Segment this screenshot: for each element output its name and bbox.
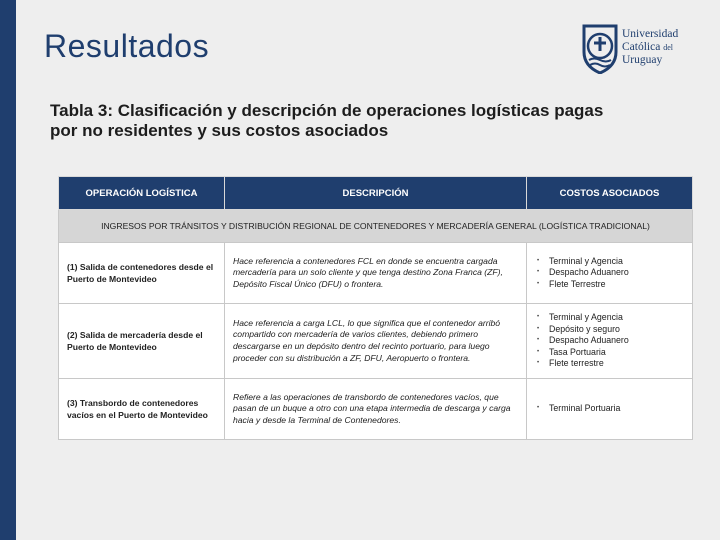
cost-item: • Terminal y Agencia xyxy=(535,256,684,268)
cost-item: • Terminal Portuaria xyxy=(535,403,684,415)
costs-list xyxy=(535,403,684,415)
operation-cell: (3) Transbordo de contenedores vacíos en el Puerto de Montevideo xyxy=(59,379,225,440)
table-caption: Tabla 3: Clasificación y descripción de operaciones logísticas pagas por no residentes y sus costos asociados xyxy=(50,101,604,140)
university-logo xyxy=(580,22,700,76)
cost-item: • Flete Terrestre xyxy=(535,279,684,291)
cost-item: • Despacho Aduanero xyxy=(535,267,684,279)
left-accent-bar xyxy=(0,0,16,540)
description-cell: Hace referencia a carga LCL, lo que significa que el contenedor arribó compartido con mercadería de varios clientes, debiendo primero descargarse en un depósito dentro del recinto portuario, para luego proceder con su distribución a ZF, DFU, Aeropuerto o frontera. xyxy=(225,304,527,379)
logo-line-1: Universidad xyxy=(622,28,679,40)
costs-cell xyxy=(527,243,693,304)
description-cell: Hace referencia a contenedores FCL en donde se encuentra cargada mercadería para un solo cliente y que tenga destino Zona Franca (ZF), Depósito Fiscal Único (DFU) o frontera. xyxy=(225,243,527,304)
table-row xyxy=(59,304,693,379)
table-section-row xyxy=(59,210,693,243)
cost-item: • Despacho Aduanero xyxy=(535,335,684,347)
costs-cell xyxy=(527,304,693,379)
table-row xyxy=(59,379,693,440)
costs-list xyxy=(535,256,684,291)
costs-cell xyxy=(527,379,693,440)
cost-item: • Flete terrestre xyxy=(535,358,684,370)
section-title: INGRESOS POR TRÁNSITOS Y DISTRIBUCIÓN REGIONAL DE CONTENEDORES Y MERCADERÍA GENERAL (LOGÍSTICA TRADICIONAL) xyxy=(59,210,693,243)
header-description: DESCRIPCIÓN xyxy=(225,177,527,210)
logo-line-2 xyxy=(622,41,702,54)
operation-cell: (2) Salida de mercadería desde el Puerto de Montevideo xyxy=(59,304,225,379)
operation-cell: (1) Salida de contenedores desde el Puerto de Montevideo xyxy=(59,243,225,304)
logo-line-2-main: Católica xyxy=(622,41,661,53)
cost-item: • Tasa Portuaria xyxy=(535,347,684,359)
header-operation: OPERACIÓN LOGÍSTICA xyxy=(59,177,225,210)
description-cell: Refiere a las operaciones de transbordo de contenedores vacíos, que pasan de un buque a otro con una etapa intermedia de descarga y carga hacia y desde la Terminal de Contenedores. xyxy=(225,379,527,440)
logistics-table xyxy=(58,176,693,440)
header-costs: COSTOS ASOCIADOS xyxy=(527,177,693,210)
logo-line-3: Uruguay xyxy=(622,54,663,66)
cost-item: • Terminal y Agencia xyxy=(535,312,684,324)
university-wordmark xyxy=(622,28,702,67)
university-shield-icon xyxy=(580,22,620,74)
slide-title: Resultados xyxy=(44,28,210,64)
costs-list xyxy=(535,312,684,370)
table-row xyxy=(59,243,693,304)
logo-line-2-small: del xyxy=(663,43,673,52)
table-header-row xyxy=(59,177,693,210)
cost-item: • Depósito y seguro xyxy=(535,324,684,336)
